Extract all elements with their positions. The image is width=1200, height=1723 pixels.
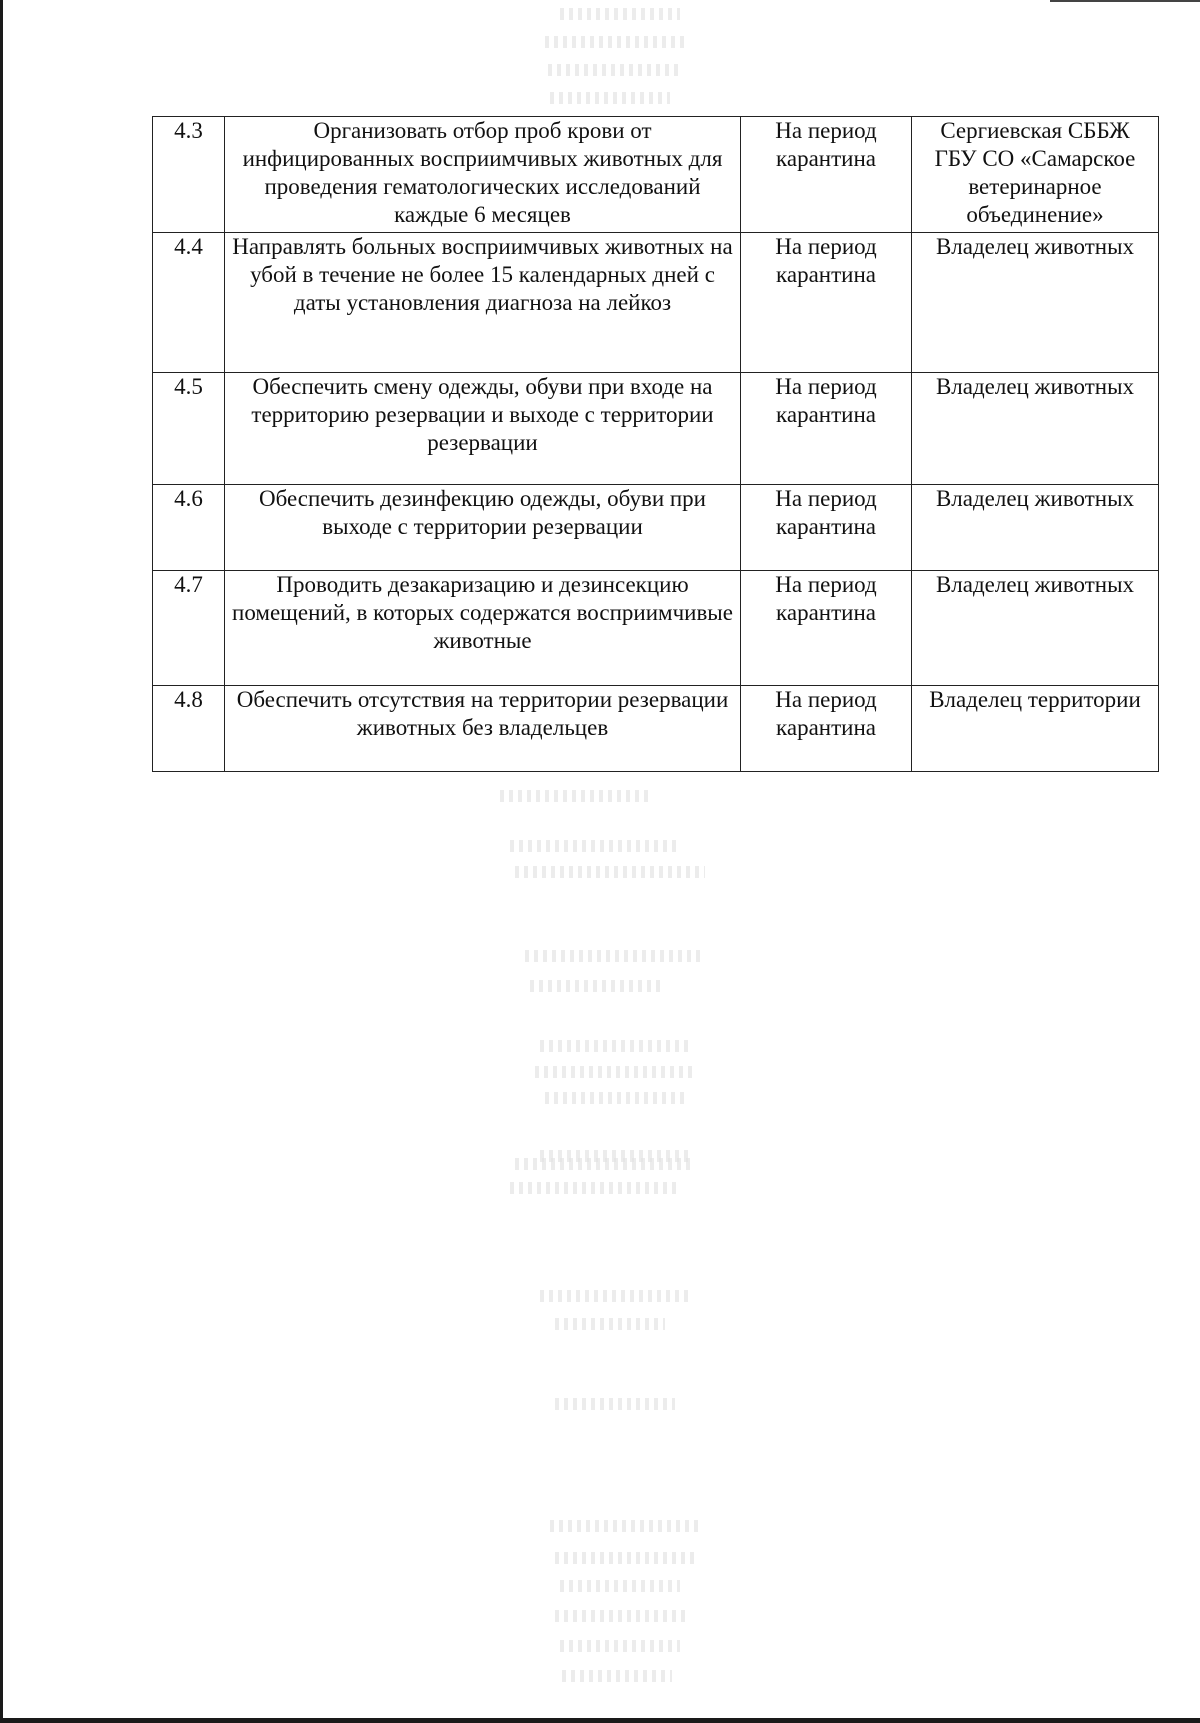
bleed-through-mark <box>500 790 650 802</box>
action-cell: Обеспечить смену одежды, обуви при входе на территорию резервации и выходе с территории резервации <box>225 373 741 485</box>
action-cell: Организовать отбор проб крови от инфицированных восприимчивых животных для проведения гематологических исследований каждые 6 месяцев <box>225 117 741 233</box>
item-number-cell: 4.8 <box>153 686 225 772</box>
item-number-cell: 4.6 <box>153 485 225 571</box>
item-number-cell: 4.4 <box>153 233 225 373</box>
measures-table <box>152 116 1159 772</box>
bleed-through-mark <box>560 1580 680 1592</box>
responsible-cell: Владелец животных <box>912 571 1159 686</box>
term-cell: На период карантина <box>741 233 912 373</box>
responsible-cell: Владелец животных <box>912 373 1159 485</box>
bleed-through-mark <box>515 1158 695 1170</box>
bleed-through-mark <box>550 92 670 104</box>
item-number-cell: 4.3 <box>153 117 225 233</box>
action-cell: Обеспечить отсутствия на территории резервации животных без владельцев <box>225 686 741 772</box>
action-cell: Направлять больных восприимчивых животных на убой в течение не более 15 календарных дней с даты установления диагноза на лейкоз <box>225 233 741 373</box>
responsible-cell: Владелец территории <box>912 686 1159 772</box>
bleed-through-mark <box>535 1066 695 1078</box>
document-page <box>152 116 1158 772</box>
bleed-through-mark <box>540 1040 690 1052</box>
bleed-through-mark <box>555 1398 675 1410</box>
bleed-through-mark <box>540 1290 690 1302</box>
responsible-cell: Владелец животных <box>912 233 1159 373</box>
item-number-cell: 4.5 <box>153 373 225 485</box>
responsible-cell: Владелец животных <box>912 485 1159 571</box>
bleed-through-mark <box>545 36 685 48</box>
bleed-through-mark <box>560 8 680 20</box>
bleed-through-mark <box>555 1552 695 1564</box>
table-row <box>153 117 1159 233</box>
bleed-through-mark <box>545 1092 685 1104</box>
table-row <box>153 373 1159 485</box>
term-cell: На период карантина <box>741 686 912 772</box>
table-row <box>153 485 1159 571</box>
bleed-through-mark <box>550 1520 700 1532</box>
action-cell: Обеспечить дезинфекцию одежды, обуви при выходе с территории резервации <box>225 485 741 571</box>
item-number-cell: 4.7 <box>153 571 225 686</box>
table-row <box>153 686 1159 772</box>
term-cell: На период карантина <box>741 373 912 485</box>
bleed-through-mark <box>555 1318 665 1330</box>
table-row <box>153 233 1159 373</box>
bleed-through-mark <box>510 1182 680 1194</box>
bleed-through-mark <box>548 64 678 76</box>
term-cell: На период карантина <box>741 117 912 233</box>
bleed-through-mark <box>560 1640 680 1652</box>
term-cell: На период карантина <box>741 571 912 686</box>
bleed-through-mark <box>530 980 660 992</box>
bleed-through-mark <box>555 1610 685 1622</box>
action-cell: Проводить дезакаризацию и дезинсекцию помещений, в которых содержатся восприимчивые животные <box>225 571 741 686</box>
scan-border-bottom <box>0 1718 1200 1723</box>
bleed-through-mark <box>525 950 705 962</box>
table-row <box>153 571 1159 686</box>
bleed-through-mark <box>562 1670 672 1682</box>
scan-border-left <box>0 0 3 1723</box>
term-cell: На период карантина <box>741 485 912 571</box>
responsible-cell: Сергиевская СББЖ ГБУ СО «Самарское ветеринарное объединение» <box>912 117 1159 233</box>
bleed-through-mark <box>510 840 680 852</box>
scan-border-top <box>1050 0 1200 2</box>
bleed-through-mark <box>515 866 705 878</box>
